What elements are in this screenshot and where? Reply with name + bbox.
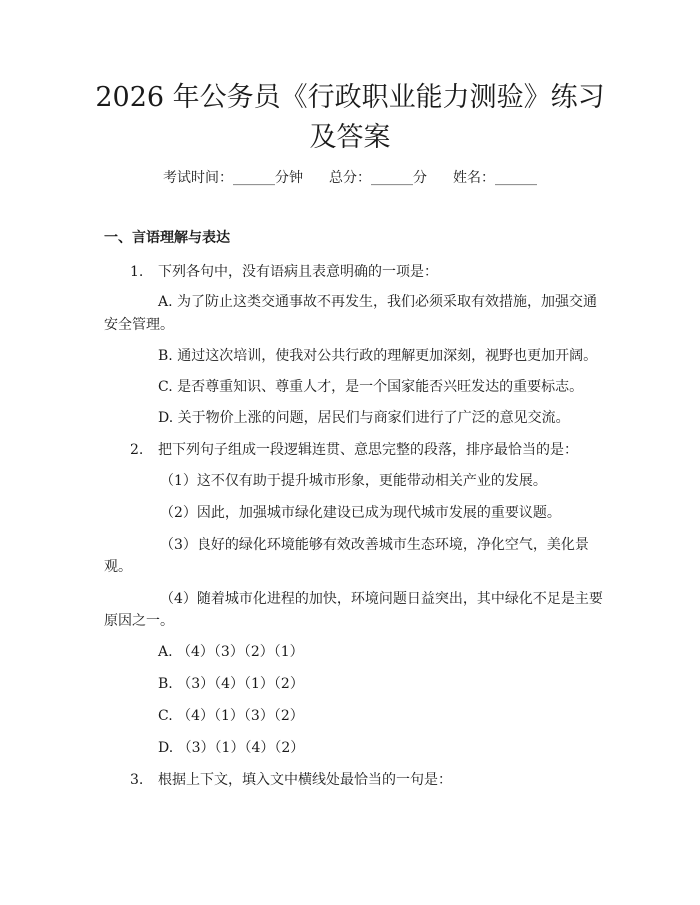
- q2-sentence-2: （2）因此，加强城市绿化建设已成为现代城市发展的重要议题。: [160, 505, 561, 521]
- q2-option-c: C. （4）（1）（3）（2）: [158, 708, 304, 724]
- q2-sentence-4-line2: 原因之一。: [104, 613, 174, 629]
- q2-sentence-3-line2: 观。: [104, 559, 132, 575]
- q2-sentence-3-line1: （3）良好的绿化环境能够有效改善城市生态环境，净化空气，美化景: [160, 537, 589, 553]
- q2-sentence-1: （1）这不仅有助于提升城市形象，更能带动相关产业的发展。: [160, 473, 547, 489]
- question-3: [130, 770, 452, 790]
- question-3-number: 3.: [130, 772, 144, 788]
- q1-option-b: B. 通过这次培训，使我对公共行政的理解更加深刻，视野也更加开阔。: [158, 348, 598, 364]
- question-2-stem: 把下列句子组成一段逻辑连贯、意思完整的段落，排序最恰当的是：: [158, 442, 578, 458]
- q2-option-d: D. （3）（1）（4）（2）: [158, 740, 305, 756]
- exam-name: 姓名：______: [453, 170, 537, 186]
- q1-option-d: D. 关于物价上涨的问题，居民们与商家们进行了广泛的意见交流。: [158, 410, 570, 426]
- exam-total-score: 总分：______分: [329, 170, 427, 186]
- q1-option-a-line1: A. 为了防止这类交通事故不再发生，我们必须采取有效措施，加强交通: [158, 294, 598, 310]
- q1-option-c: C. 是否尊重知识、尊重人才，是一个国家能否兴旺发达的重要标志。: [158, 379, 584, 395]
- q2-option-b: B. （3）（4）（1）（2）: [158, 676, 304, 692]
- question-3-stem: 根据上下文，填入文中横线处最恰当的一句是：: [158, 772, 452, 788]
- q1-option-a-line2: 安全管理。: [104, 317, 174, 333]
- section-heading: 一、言语理解与表达: [104, 230, 230, 246]
- exam-meta: [0, 168, 700, 188]
- question-1-number: 1.: [130, 264, 144, 280]
- question-2-number: 2.: [130, 442, 144, 458]
- question-2: [130, 440, 578, 460]
- q2-option-a: A. （4）（3）（2）（1）: [158, 644, 304, 660]
- question-1-stem: 下列各句中，没有语病且表意明确的一项是：: [158, 264, 438, 280]
- document-title: 2026 年公务员《行政职业能力测验》练习及答案: [95, 82, 605, 153]
- q2-sentence-4-line1: （4）随着城市化进程的加快，环境问题日益突出，其中绿化不足是主要: [160, 591, 603, 607]
- question-1: [130, 262, 438, 282]
- exam-time: 考试时间：______分钟: [163, 170, 303, 186]
